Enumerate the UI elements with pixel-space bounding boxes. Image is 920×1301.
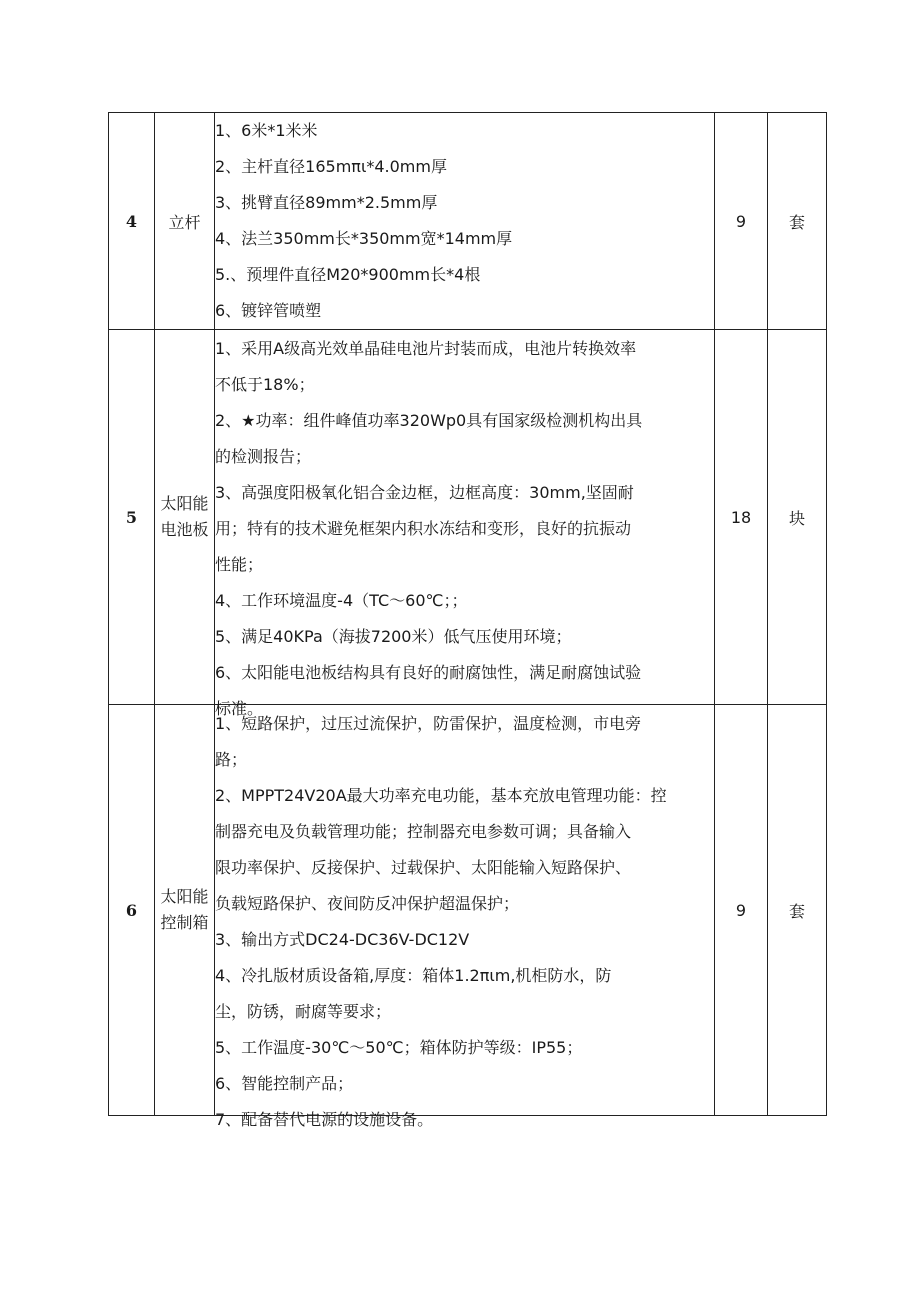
spec-line: 5、满足40KPa（海拔7200米）低气压使用环境； [215,627,572,646]
row-number: 4 [109,113,155,330]
spec-line: 制器充电及负载管理功能；控制器充电参数可调；具备输入 [215,822,632,841]
spec-line: 的检测报告； [215,447,312,466]
item-quantity: 9 [715,113,768,330]
spec-line: 5.、预埋件直径M20*900mm长*4根 [215,265,481,284]
spec-line: 路； [215,750,248,769]
spec-line: 4、冷扎版材质设备箱,厚度：箱体1.2πιm,机柜防水，防 [215,966,612,985]
spec-line: 5、工作温度-30℃〜50℃；箱体防护等级：IP55； [215,1038,583,1057]
spec-line: 性能； [215,555,264,574]
item-name: 太阳能控制箱 [155,705,215,1116]
item-unit: 套 [768,705,827,1116]
item-quantity: 9 [715,705,768,1116]
item-unit: 块 [768,330,827,705]
spec-line: 6、镀锌管喷塑 [215,301,322,320]
spec-line: 2、MPPT24V20A最大功率充电功能，基本充放电管理功能：控 [215,786,667,805]
spec-line: 用；特有的技术避免框架内积水冻结和变形，良好的抗振动 [215,519,632,538]
table-row [109,705,827,1116]
item-spec [215,705,715,1129]
spec-line: 负载短路保护、夜间防反冲保护超温保护； [215,894,520,913]
spec-line: 2、★功率：组件峰值功率320Wp0具有国家级检测机构出具 [215,411,643,430]
row-number: 5 [109,330,155,705]
item-name: 立杆 [155,113,215,330]
spec-line: 不低于18%； [215,375,315,394]
spec-line: 4、法兰350mm长*350mm宽*14mm厚 [215,229,513,248]
spec-line: 4、工作环境温度-4（TC〜60℃；； [215,591,468,610]
spec-line: 3、高强度阳极氧化铝合金边框，边框高度：30mm,坚固耐 [215,483,634,502]
spec-line: 1、采用A级高光效单晶硅电池片封装而成，电池片转换效率 [215,339,637,358]
table-row [109,330,827,705]
row-number: 6 [109,705,155,1116]
item-unit: 套 [768,113,827,330]
item-spec [215,113,715,330]
spec-line: 标准。 [215,699,264,718]
spec-line: 3、输出方式DC24-DC36V-DC12V [215,930,470,949]
spec-line: 7、配备替代电源的设施设备。 [215,1110,434,1129]
spec-line: 尘，防锈，耐腐等要求； [215,1002,392,1021]
item-quantity: 18 [715,330,768,705]
spec-line: 1、短路保护，过压过流保护，防雷保护，温度检测，市电旁 [215,714,642,733]
spec-line: 6、太阳能电池板结构具有良好的耐腐蚀性，满足耐腐蚀试验 [215,663,642,682]
spec-line: 6、智能控制产品； [215,1074,354,1093]
spec-table [108,112,827,1129]
spec-line: 限功率保护、反接保护、过载保护、太阳能输入短路保护、 [215,858,632,877]
spec-line: 3、挑臂直径89mm*2.5mm厚 [215,193,438,212]
item-spec [215,330,715,718]
spec-line: 2、主杆直径165mπι*4.0mm厚 [215,157,447,176]
item-name: 太阳能电池板 [155,330,215,705]
table-row [109,113,827,330]
spec-line: 1、6米*1米米 [215,121,318,140]
